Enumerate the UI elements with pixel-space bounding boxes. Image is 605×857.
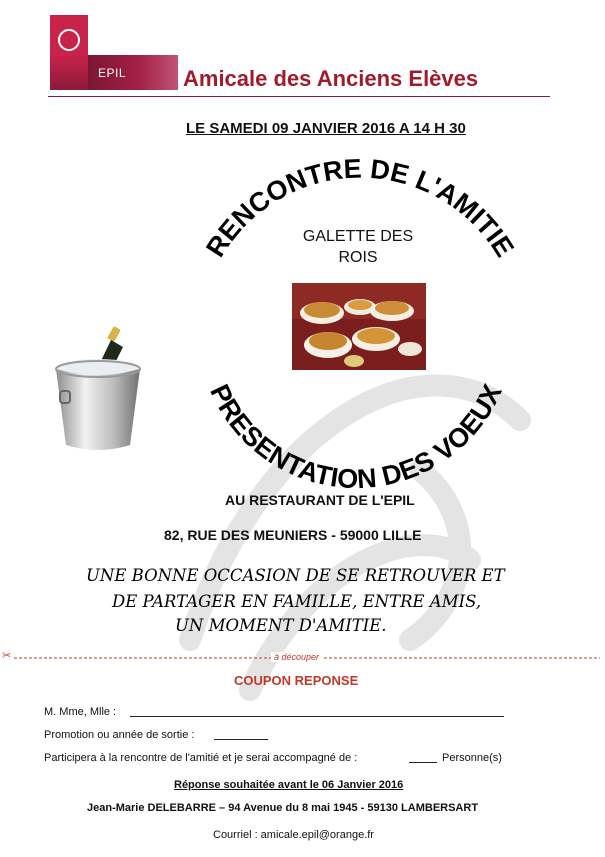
guest-count-field[interactable] xyxy=(409,762,437,763)
epil-logo xyxy=(50,15,178,90)
participation-suffix: Personne(s) xyxy=(442,752,502,764)
venue-name: AU RESTAURANT DE L'EPIL xyxy=(225,492,415,508)
galette-photo xyxy=(292,283,426,370)
slogan-line-2: DE PARTAGER EN FAMILLE, ENTRE AMIS, xyxy=(112,592,482,611)
galette-line-1: GALETTE DES xyxy=(302,228,414,245)
promotion-field[interactable] xyxy=(214,739,268,740)
reply-deadline: Réponse souhaitée avant le 06 Janvier 2016 xyxy=(174,779,404,791)
contact-address: Jean-Marie DELEBARRE – 94 Avenue du 8 mai 1945 - 59130 LAMBERSART xyxy=(87,802,479,814)
galette-line-2: ROIS xyxy=(338,249,378,266)
venue-address: 82, RUE DES MEUNIERS - 59000 LILLE xyxy=(164,527,422,543)
scissors-icon: ✂ xyxy=(2,650,12,662)
event-date: LE SAMEDI 09 JANVIER 2016 A 14 H 30 xyxy=(186,120,466,137)
name-field[interactable] xyxy=(130,716,504,717)
promotion-label: Promotion ou année de sortie : xyxy=(44,729,195,741)
title-divider xyxy=(48,96,550,97)
participation-label: Participera à la rencontre de l'amitié et je serai accompagné de : xyxy=(44,752,358,764)
page-title: Amicale des Anciens Elèves xyxy=(183,66,479,91)
slogan-line-1: UNE BONNE OCCASION DE SE RETROUVER ET xyxy=(86,566,505,585)
slogan-line-3: UN MOMENT D'AMITIE. xyxy=(175,616,387,635)
cut-label: à découper xyxy=(271,652,322,662)
champagne-bucket-image xyxy=(48,325,148,455)
galette-heading xyxy=(278,226,438,268)
contact-email: Courriel : amicale.epil@orange.fr xyxy=(213,829,374,841)
arc-title-bottom: PRESENTATION DES VOEUX xyxy=(204,379,508,495)
name-label: M. Mme, Mlle : xyxy=(44,706,117,718)
logo-text: EPIL xyxy=(98,66,127,80)
coupon-title: COUPON REPONSE xyxy=(234,673,359,688)
arc-title-top: RENCONTRE DE L'AMITIE xyxy=(200,153,520,263)
